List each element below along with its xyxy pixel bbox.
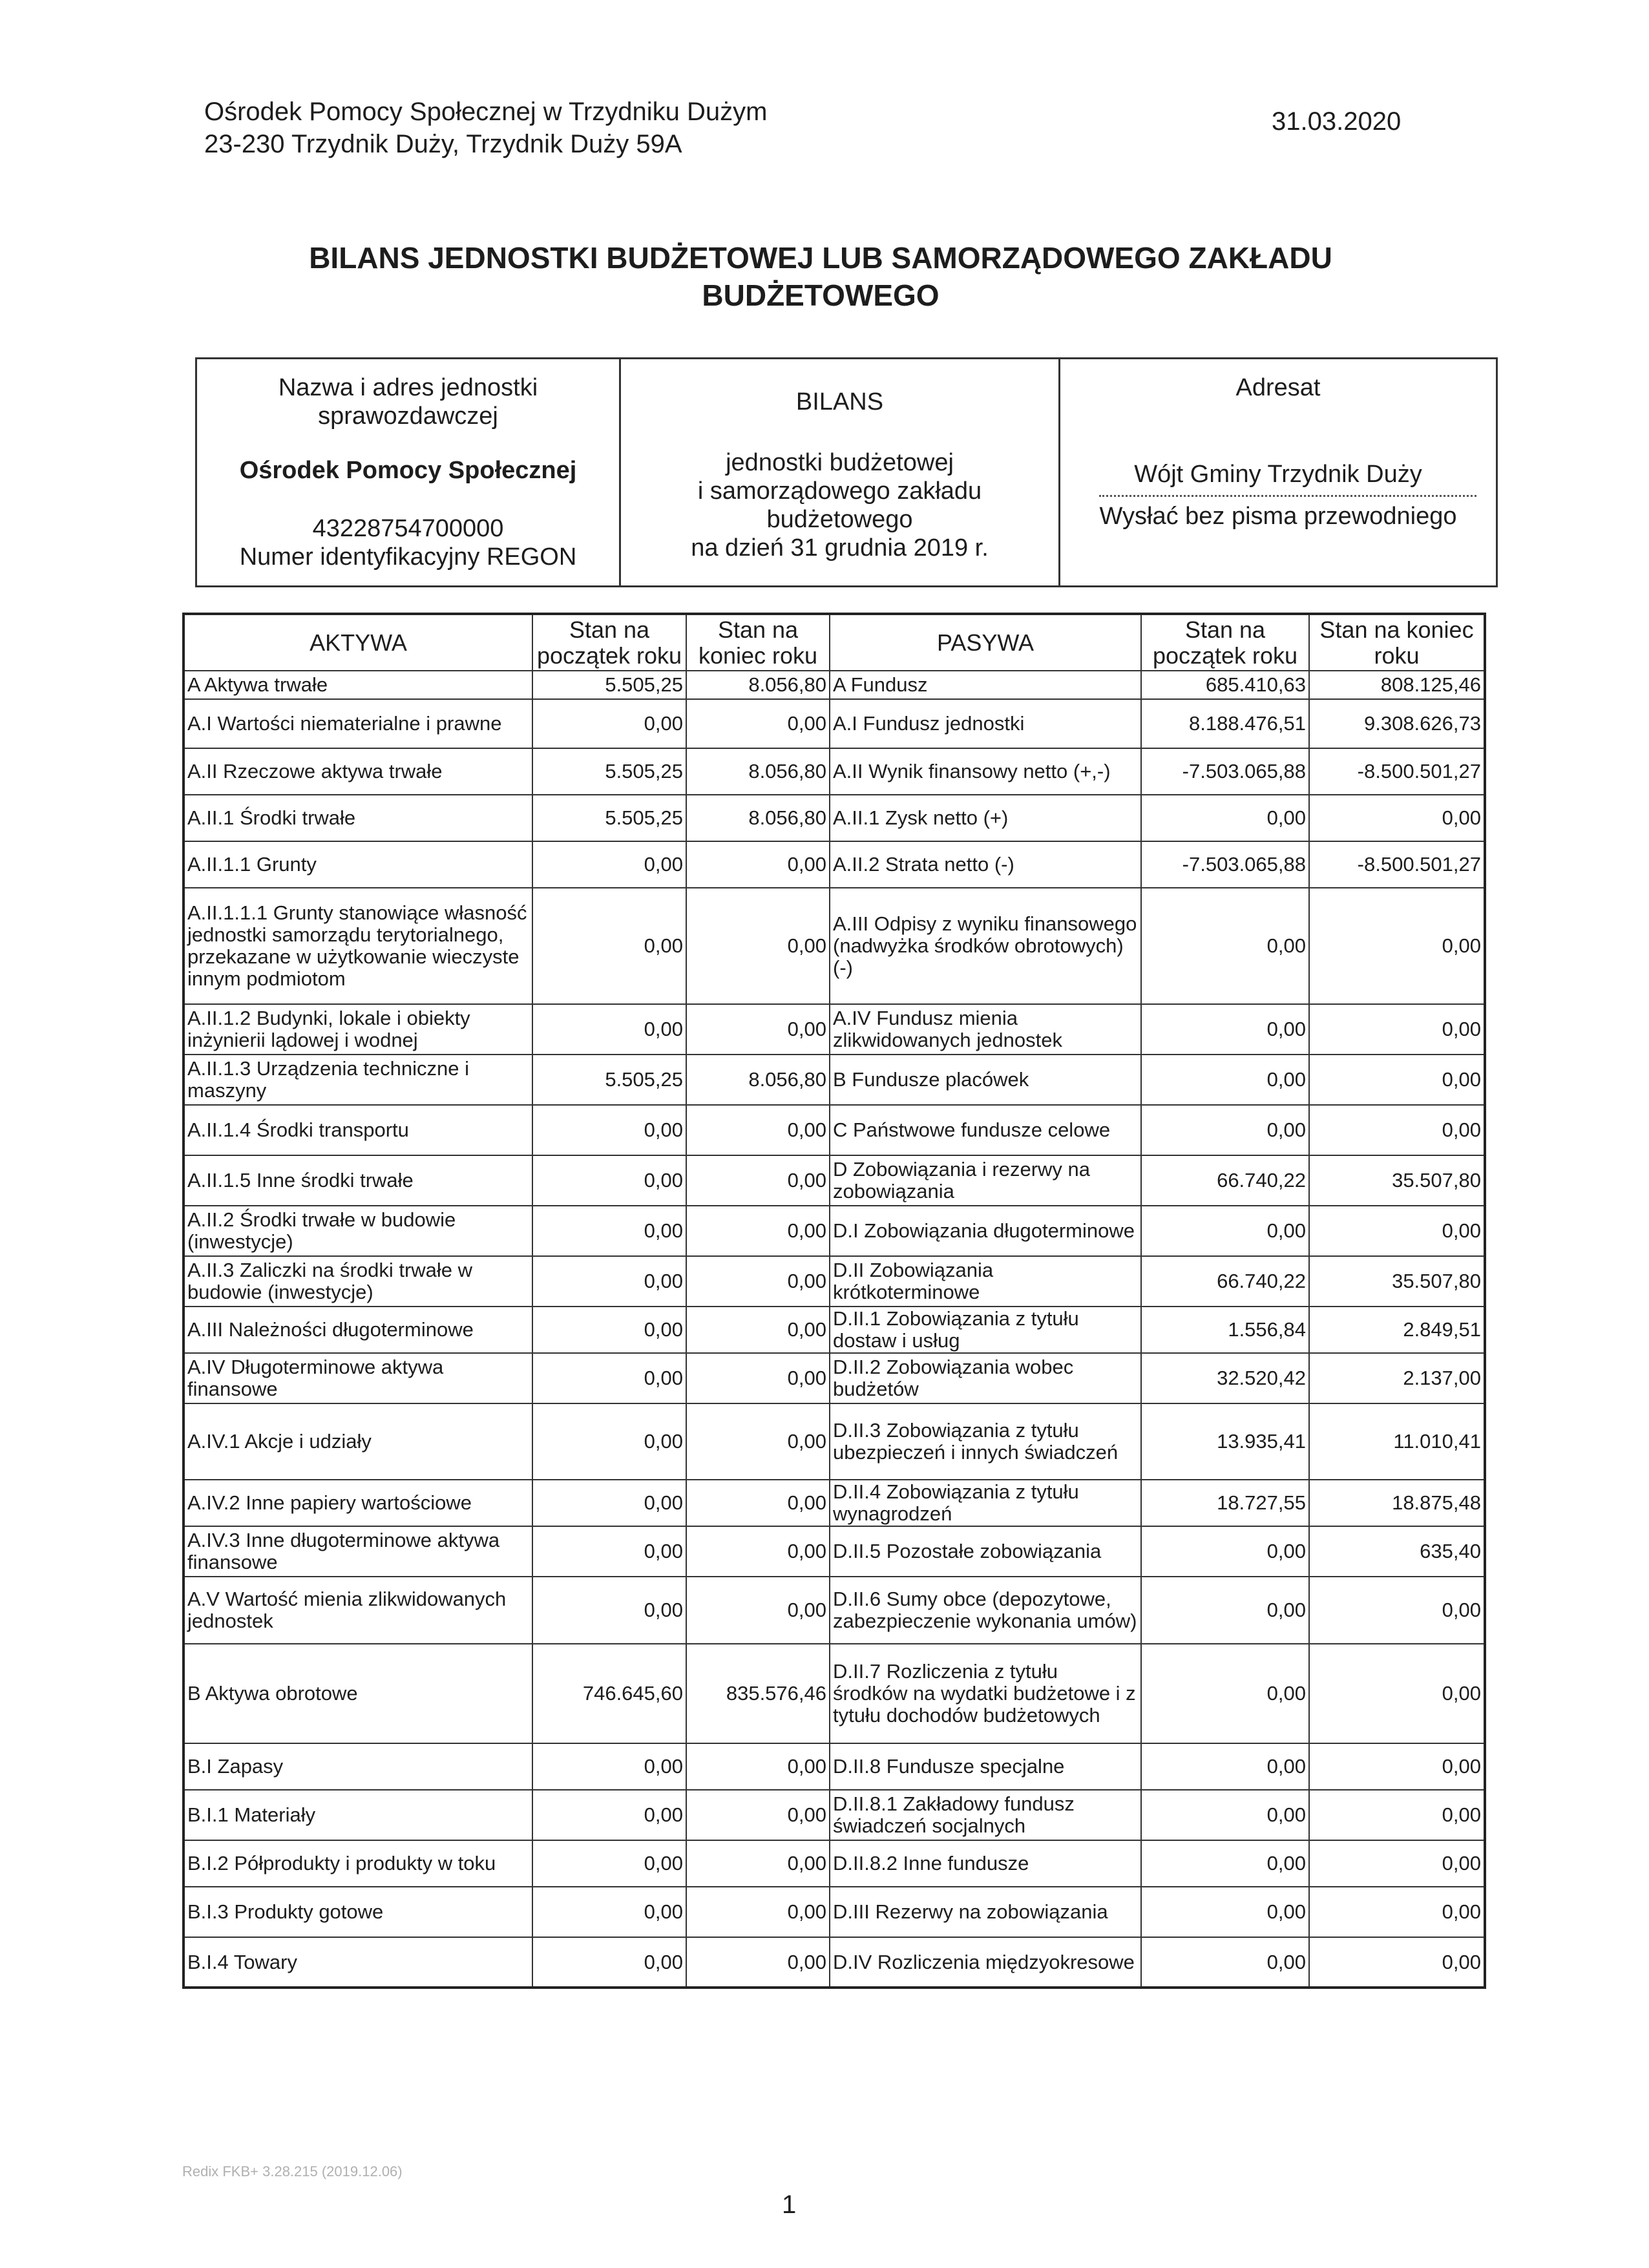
asset-end-value: 0,00 [686,1353,830,1403]
title-line-1: BILANS JEDNOSTKI BUDŻETOWEJ LUB SAMORZĄDOWEGO ZAKŁADU [309,241,1332,275]
asset-end-value: 8.056,80 [686,795,830,841]
liability-label: D.II.3 Zobowiązania z tytułu ubezpieczeń i innych świadczeń [830,1403,1141,1480]
table-row [184,748,1485,795]
asset-start-value: 0,00 [532,1937,686,1988]
asset-label: A.II.1.1.1 Grunty stanowiące własność jednostki samorządu terytorialnego, przekazane w użytkowanie wieczyste innym podmiotom [184,888,532,1004]
unit-label-2: sprawozdawczej [318,403,498,430]
liability-label: A.II.1 Zysk netto (+) [830,795,1141,841]
software-revision: Redix FKB+ 3.28.215 (2019.12.06) [182,2163,403,2179]
liability-start-value: 0,00 [1141,1840,1309,1887]
asset-end-value: 0,00 [686,1105,830,1155]
asset-end-value: 0,00 [686,1887,830,1937]
liability-end-value: -8.500.501,27 [1309,748,1485,795]
asset-end-value: 0,00 [686,1840,830,1887]
liability-start-value: 0,00 [1141,888,1309,1004]
liability-label: A.I Fundusz jednostki [830,699,1141,748]
asset-start-value: 0,00 [532,1353,686,1403]
table-row [184,1644,1485,1743]
asset-label: A.III Należności długoterminowe [184,1307,532,1353]
liability-start-value: -7.503.065,88 [1141,748,1309,795]
liability-end-value: 0,00 [1309,1206,1485,1256]
liability-start-value: 13.935,41 [1141,1403,1309,1480]
asset-label: B Aktywa obrotowe [184,1644,532,1743]
addressee-cell [1060,359,1496,585]
table-row [184,1055,1485,1105]
asset-start-value: 0,00 [532,1840,686,1887]
liability-start-value: 18.727,55 [1141,1480,1309,1526]
asset-start-value: 0,00 [532,1307,686,1353]
organization-address: 23-230 Trzydnik Duży, Trzydnik Duży 59A [204,130,682,158]
asset-label: A.IV Długoterminowe aktywa finansowe [184,1353,532,1403]
asset-end-value: 0,00 [686,841,830,888]
asset-start-value: 0,00 [532,841,686,888]
liability-label: D.II.2 Zobowiązania wobec budżetów [830,1353,1141,1403]
liability-label: C Państwowe fundusze celowe [830,1105,1141,1155]
liability-label: A.IV Fundusz mienia zlikwidowanych jednostek [830,1004,1141,1055]
liability-label: D.II.8 Fundusze specjalne [830,1743,1141,1790]
reporting-unit-cell [197,359,621,585]
organization-name: Ośrodek Pomocy Społecznej w Trzydniku Dużym [204,98,768,126]
liability-end-value: 2.849,51 [1309,1307,1485,1353]
liability-end-value: 9.308.626,73 [1309,699,1485,748]
liability-end-value: 35.507,80 [1309,1256,1485,1307]
liability-start-value: 0,00 [1141,795,1309,841]
asset-end-value: 0,00 [686,1403,830,1480]
liability-label: D.III Rezerwy na zobowiązania [830,1887,1141,1937]
send-note: Wysłać bez pisma przewodniego [1099,503,1457,530]
liability-start-value: 0,00 [1141,1790,1309,1840]
asset-label: B.I.1 Materiały [184,1790,532,1840]
liability-start-value: 66.740,22 [1141,1256,1309,1307]
liability-end-value: 0,00 [1309,1004,1485,1055]
liability-end-value: 11.010,41 [1309,1403,1485,1480]
table-row [184,1937,1485,1988]
header-aktywa: AKTYWA [184,614,532,671]
liability-label: B Fundusze placówek [830,1055,1141,1105]
balance-table-body [184,671,1485,1988]
title-line-2: BUDŻETOWEGO [702,278,940,312]
liability-end-value: 2.137,00 [1309,1353,1485,1403]
table-row [184,1256,1485,1307]
table-row [184,1403,1485,1480]
liability-start-value: 0,00 [1141,1526,1309,1577]
liability-label: D.IV Rozliczenia międzyokresowe [830,1937,1141,1988]
table-header-row [184,614,1485,671]
document-title [194,239,1447,314]
asset-start-value: 0,00 [532,1105,686,1155]
liability-start-value: 0,00 [1141,1004,1309,1055]
asset-end-value: 8.056,80 [686,748,830,795]
asset-end-value: 8.056,80 [686,671,830,699]
dotted-separator [1099,495,1476,497]
asset-label: A.II.1.3 Urządzenia techniczne i maszyny [184,1055,532,1105]
asset-start-value: 0,00 [532,699,686,748]
bilans-line-3: budżetowego [766,506,913,533]
asset-label: A.V Wartość mienia zlikwidowanych jednostek [184,1577,532,1644]
bilans-title: BILANS [795,388,884,415]
header-assets-start: Stan na początek roku [532,614,686,671]
liability-start-value: 0,00 [1141,1887,1309,1937]
liability-start-value: 0,00 [1141,1577,1309,1644]
asset-end-value: 0,00 [686,1937,830,1988]
header-liabilities-end: Stan na koniec roku [1309,614,1485,671]
bilans-line-4: na dzień 31 grudnia 2019 r. [691,534,989,562]
asset-label: A.II.1.2 Budynki, lokale i obiekty inżynierii lądowej i wodnej [184,1004,532,1055]
asset-label: A.IV.3 Inne długoterminowe aktywa finansowe [184,1526,532,1577]
asset-label: B.I.4 Towary [184,1937,532,1988]
asset-start-value: 0,00 [532,1004,686,1055]
asset-start-value: 0,00 [532,1155,686,1206]
asset-start-value: 5.505,25 [532,795,686,841]
liability-start-value: 685.410,63 [1141,671,1309,699]
asset-label: A.II.1.5 Inne środki trwałe [184,1155,532,1206]
table-row [184,1105,1485,1155]
asset-end-value: 0,00 [686,1743,830,1790]
asset-label: A.I Wartości niematerialne i prawne [184,699,532,748]
table-row [184,1526,1485,1577]
asset-end-value: 0,00 [686,1004,830,1055]
asset-end-value: 0,00 [686,1206,830,1256]
liability-end-value: 0,00 [1309,1937,1485,1988]
table-row [184,671,1485,699]
asset-start-value: 0,00 [532,1480,686,1526]
unit-name: Ośrodek Pomocy Społecznej [239,457,577,484]
asset-label: A.II.1.4 Środki transportu [184,1105,532,1155]
liability-end-value: 635,40 [1309,1526,1485,1577]
liability-label: D.II Zobowiązania krótkoterminowe [830,1256,1141,1307]
liability-end-value: 0,00 [1309,1577,1485,1644]
table-row [184,1887,1485,1937]
liability-label: D Zobowiązania i rezerwy na zobowiązania [830,1155,1141,1206]
asset-end-value: 0,00 [686,888,830,1004]
regon-number: 43228754700000 [312,515,504,542]
liability-label: A.III Odpisy z wyniku finansowego (nadwyżka środków obrotowych) (-) [830,888,1141,1004]
liability-start-value: 1.556,84 [1141,1307,1309,1353]
liability-end-value: 0,00 [1309,1887,1485,1937]
table-row [184,1353,1485,1403]
liability-start-value: 32.520,42 [1141,1353,1309,1403]
asset-start-value: 0,00 [532,1743,686,1790]
asset-label: A.II Rzeczowe aktywa trwałe [184,748,532,795]
addressee-value: Wójt Gminy Trzydnik Duży [1134,461,1422,488]
asset-start-value: 5.505,25 [532,748,686,795]
asset-end-value: 0,00 [686,1526,830,1577]
asset-end-value: 0,00 [686,1480,830,1526]
liability-label: D.II.4 Zobowiązania z tytułu wynagrodzeń [830,1480,1141,1526]
table-row [184,1155,1485,1206]
liability-end-value: 0,00 [1309,1790,1485,1840]
addressee-label: Adresat [1235,374,1321,401]
asset-end-value: 0,00 [686,1155,830,1206]
asset-start-value: 0,00 [532,1403,686,1480]
asset-start-value: 0,00 [532,1577,686,1644]
liability-end-value: 808.125,46 [1309,671,1485,699]
liability-end-value: 35.507,80 [1309,1155,1485,1206]
liability-end-value: 0,00 [1309,1055,1485,1105]
liability-label: A.II Wynik finansowy netto (+,-) [830,748,1141,795]
balance-table [182,613,1486,1989]
liability-start-value: 0,00 [1141,1743,1309,1790]
liability-label: D.I Zobowiązania długoterminowe [830,1206,1141,1256]
header-liabilities-start: Stan na początek roku [1141,614,1309,671]
unit-label-1: Nazwa i adres jednostki [278,374,538,401]
asset-start-value: 0,00 [532,1206,686,1256]
asset-start-value: 5.505,25 [532,1055,686,1105]
liability-label: D.II.7 Rozliczenia z tytułu środków na wydatki budżetowe i z tytułu dochodów budżetowych [830,1644,1141,1743]
asset-end-value: 0,00 [686,699,830,748]
table-row [184,841,1485,888]
bilans-line-2: i samorządowego zakładu [697,478,982,505]
table-row [184,1307,1485,1353]
liability-end-value: -8.500.501,27 [1309,841,1485,888]
regon-label: Numer identyfikacyjny REGON [239,543,577,571]
liability-start-value: 8.188.476,51 [1141,699,1309,748]
liability-label: D.II.1 Zobowiązania z tytułu dostaw i usług [830,1307,1141,1353]
liability-start-value: 0,00 [1141,1105,1309,1155]
liability-label: D.II.8.2 Inne fundusze [830,1840,1141,1887]
asset-end-value: 0,00 [686,1790,830,1840]
asset-label: A Aktywa trwałe [184,671,532,699]
table-row [184,1004,1485,1055]
asset-end-value: 8.056,80 [686,1055,830,1105]
asset-start-value: 5.505,25 [532,671,686,699]
page-number: 1 [782,2190,797,2219]
liability-end-value: 0,00 [1309,888,1485,1004]
asset-label: B.I Zapasy [184,1743,532,1790]
header-assets-end: Stan na koniec roku [686,614,830,671]
liability-end-value: 0,00 [1309,795,1485,841]
liability-label: A.II.2 Strata netto (-) [830,841,1141,888]
asset-label: A.IV.1 Akcje i udziały [184,1403,532,1480]
table-row [184,1480,1485,1526]
liability-start-value: 66.740,22 [1141,1155,1309,1206]
asset-start-value: 746.645,60 [532,1644,686,1743]
table-row [184,1790,1485,1840]
asset-end-value: 0,00 [686,1577,830,1644]
liability-end-value: 0,00 [1309,1105,1485,1155]
liability-label: D.II.6 Sumy obce (depozytowe, zabezpieczenie wykonania umów) [830,1577,1141,1644]
bilans-line-1: jednostki budżetowej [726,449,954,476]
asset-start-value: 0,00 [532,1790,686,1840]
liability-label: D.II.5 Pozostałe zobowiązania [830,1526,1141,1577]
liability-start-value: 0,00 [1141,1206,1309,1256]
table-row [184,795,1485,841]
table-row [184,1840,1485,1887]
table-row [184,888,1485,1004]
document-date: 31.03.2020 [1272,107,1402,136]
asset-end-value: 0,00 [686,1256,830,1307]
asset-label: A.IV.2 Inne papiery wartościowe [184,1480,532,1526]
liability-end-value: 18.875,48 [1309,1480,1485,1526]
liability-end-value: 0,00 [1309,1840,1485,1887]
asset-start-value: 0,00 [532,1526,686,1577]
liability-start-value: 0,00 [1141,1644,1309,1743]
asset-label: A.II.1.1 Grunty [184,841,532,888]
asset-label: A.II.2 Środki trwałe w budowie (inwestycje) [184,1206,532,1256]
table-row [184,1206,1485,1256]
asset-label: B.I.3 Produkty gotowe [184,1887,532,1937]
liability-label: D.II.8.1 Zakładowy fundusz świadczeń socjalnych [830,1790,1141,1840]
liability-start-value: -7.503.065,88 [1141,841,1309,888]
asset-end-value: 0,00 [686,1307,830,1353]
table-row [184,699,1485,748]
liability-start-value: 0,00 [1141,1055,1309,1105]
table-row [184,1577,1485,1644]
table-row [184,1743,1485,1790]
asset-end-value: 835.576,46 [686,1644,830,1743]
asset-start-value: 0,00 [532,888,686,1004]
asset-label: B.I.2 Półprodukty i produkty w toku [184,1840,532,1887]
asset-start-value: 0,00 [532,1256,686,1307]
asset-start-value: 0,00 [532,1887,686,1937]
info-box [195,357,1498,587]
liability-label: A Fundusz [830,671,1141,699]
asset-label: A.II.1 Środki trwałe [184,795,532,841]
bilans-cell [621,359,1060,585]
liability-end-value: 0,00 [1309,1644,1485,1743]
asset-label: A.II.3 Zaliczki na środki trwałe w budowie (inwestycje) [184,1256,532,1307]
header-pasywa: PASYWA [830,614,1141,671]
liability-end-value: 0,00 [1309,1743,1485,1790]
liability-start-value: 0,00 [1141,1937,1309,1988]
